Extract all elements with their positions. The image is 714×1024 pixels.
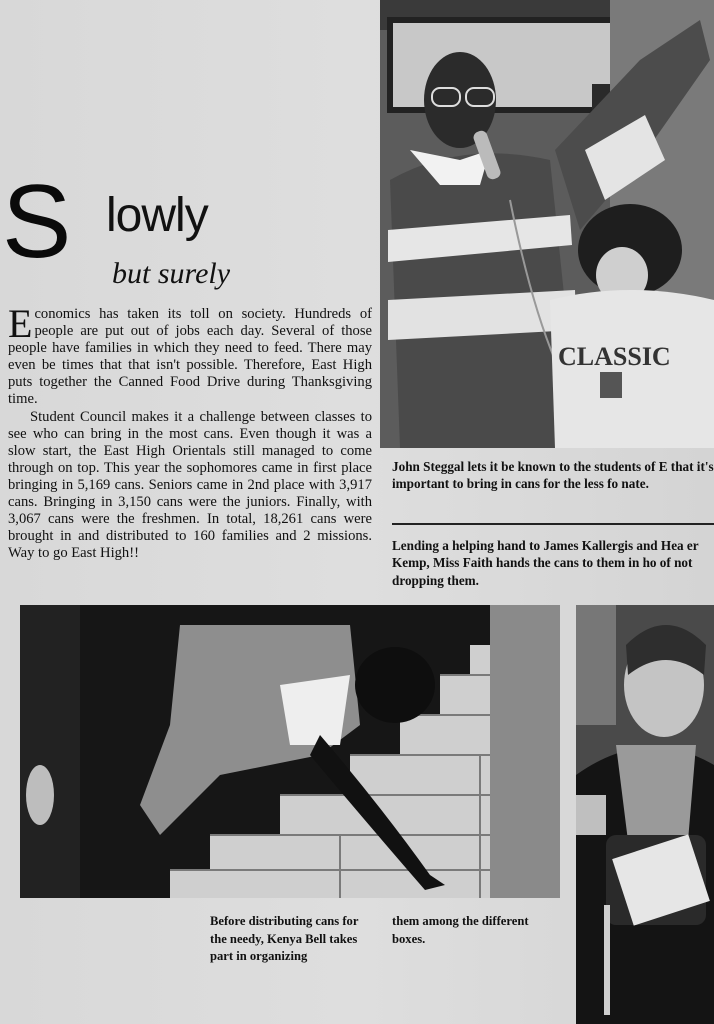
headline-subtitle: but surely — [112, 257, 231, 290]
photo-organizing-boxes — [20, 605, 560, 898]
article-paragraph-1-text: conomics has taken its toll on society. Hundreds of people are put out of jobs each day. Several of those people have families in which they need to feed. There may even be times that that isn't possible. Therefore, East High puts together the Canned Food Drive during Thanksgiving time. — [8, 306, 372, 408]
article-paragraph-2: Student Council makes it a challenge between classes to see who can bring in the most cans. Even though it was a slow start, the East High Orientals still managed to come through on top. This year the sophomores came in first place bringing in 5,169 cans. Seniors came in 2nd place with 3,917 cans. Bringing in 3,150 cans were the juniors. Finally, with 3,067 cans were the freshmen. In total, 18,261 cans were brought in and distributed to 160 families and 2 missions. Way to go East High!! — [8, 408, 372, 562]
photo-student-in-jacket — [576, 605, 714, 1024]
caption-organizing-col1: Before distributing cans for the needy, Kenya Bell takes part in organizing — [210, 914, 359, 963]
sweatshirt-text: CLASSIC — [558, 342, 671, 371]
article-paragraph-1 — [8, 301, 372, 409]
headline-title: lowly — [106, 189, 208, 242]
caption-divider — [392, 523, 714, 525]
headline-drop-letter: S — [2, 164, 72, 280]
photo-speaker-with-microphone — [380, 0, 714, 448]
caption-helping-hand: Lending a helping hand to James Kallergis and Hea er Kemp, Miss Faith hands the cans to them in ho of not dropping them. — [392, 538, 699, 588]
article-dropcap: E — [8, 301, 33, 346]
caption-speaker-photo: John Steggal lets it be known to the students of E that it's important to bring in cans for the less fo nate. — [392, 459, 714, 492]
caption-organizing-col2: them among the different boxes. — [392, 914, 529, 946]
article-body — [8, 301, 372, 562]
